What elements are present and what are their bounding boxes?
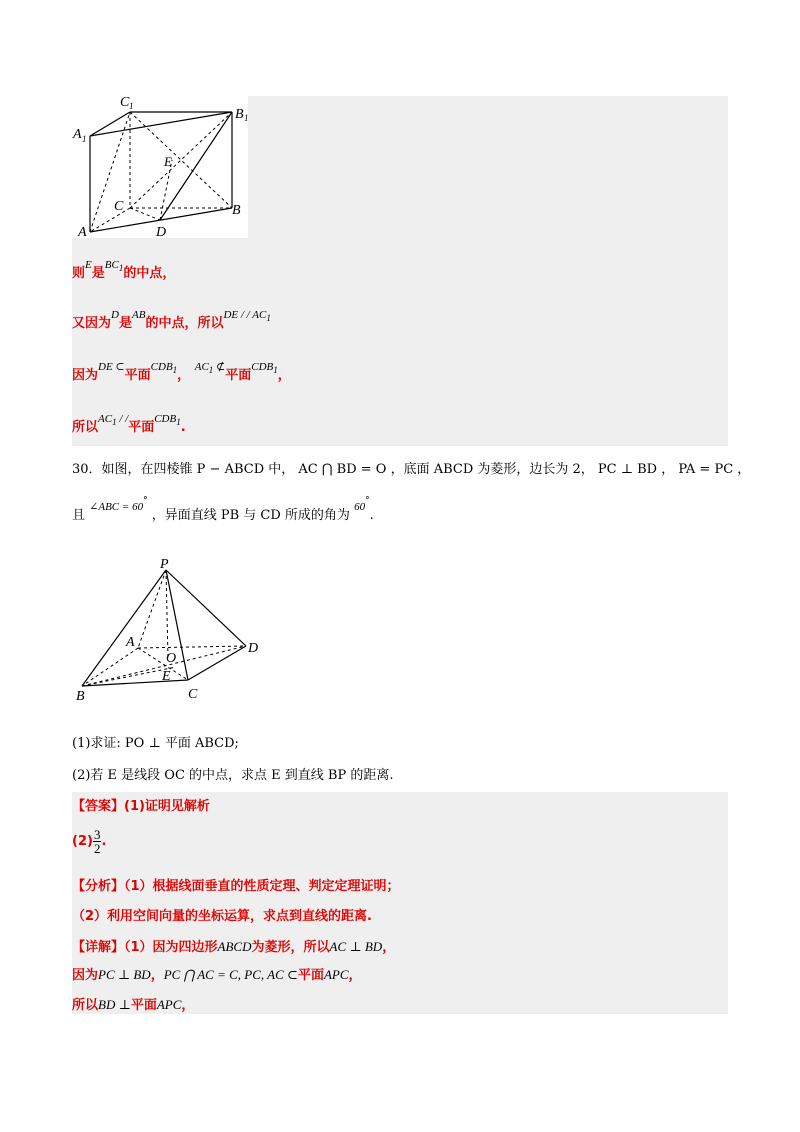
label-B: B [232, 203, 241, 218]
problem-30-line-1: 30．如图，在四棱锥 P − ABCD 中， AC ⋂ BD = O ，底面 ABCD 为菱形，边长为 2， PC ⊥ BD ， PA = PC ， [72, 462, 751, 477]
label-B: B [76, 689, 85, 704]
question-2: (2)若 E 是线段 OC 的中点，求点 E 到直线 BP 的距离. [72, 768, 394, 783]
analysis-line-1: 【分析】（1）根据线面垂直的性质定理、判定定理证明； [72, 879, 400, 894]
label-B1-sub: 1 [244, 113, 249, 123]
solution-line-1: 则$^E$是$^{BC_1}$的中点， [72, 259, 176, 281]
answer-line-2: (2) $\frac{3}{2}$ . [72, 827, 107, 856]
question-1: (1)求证: PO ⊥ 平面 ABCD; [72, 736, 239, 751]
label-A1: A [73, 127, 82, 142]
label-D: D [156, 225, 167, 240]
label-C1-sub: 1 [129, 101, 134, 111]
figure-prism [72, 96, 248, 238]
label-A: A [78, 225, 87, 240]
answer-line-1: 【答案】(1)证明见解析 [72, 799, 210, 814]
label-P: P [160, 557, 169, 572]
solution-line-4: 所以$^{AC_1 / /}$平面$^{CDB_1}$. [72, 413, 186, 435]
label-C: C [188, 687, 198, 702]
fraction-three-halves: $\frac{3}{2}$ [93, 827, 101, 856]
label-C: C [114, 199, 124, 214]
detail-line-3: 所以BD ⊥平面APC， [72, 997, 195, 1013]
label-O: O [166, 651, 177, 666]
pyramid-diagram [72, 556, 272, 704]
solution-line-3: 因为$^{DE \subset}$平面$^{CDB_1}$， $^{AC_1 ⊄}$平面$^{CDB_1}$， [72, 361, 291, 383]
label-C1: C [120, 95, 130, 110]
detail-line-2: 因为PC ⊥ BD，PC ⋂ AC = C, PC, AC ⊂平面APC， [72, 967, 362, 983]
label-A: A [126, 635, 135, 650]
label-E: E [164, 154, 172, 169]
solution-line-2: 又因为$^D$是$^{AB}$的中点，所以$^{DE / / AC_1}$ [72, 309, 271, 331]
analysis-line-2: （2）利用空间向量的坐标运算，求点到直线的距离. [72, 909, 372, 924]
figure-pyramid [72, 556, 272, 704]
label-E: E [162, 669, 171, 684]
detail-line-1: 【详解】（1）因为四边形ABCD为菱形，所以AC ⊥ BD， [72, 939, 396, 955]
problem-30-line-2: 且 $^{\angle ABC = 60^\circ}$ ，异面直线 PB 与 CD 所成的角为 $^{60^\circ}$. [72, 496, 374, 523]
label-D: D [248, 641, 259, 656]
label-A1-sub: 1 [82, 134, 87, 144]
prism-diagram [72, 96, 248, 238]
label-B1: B [235, 107, 244, 122]
